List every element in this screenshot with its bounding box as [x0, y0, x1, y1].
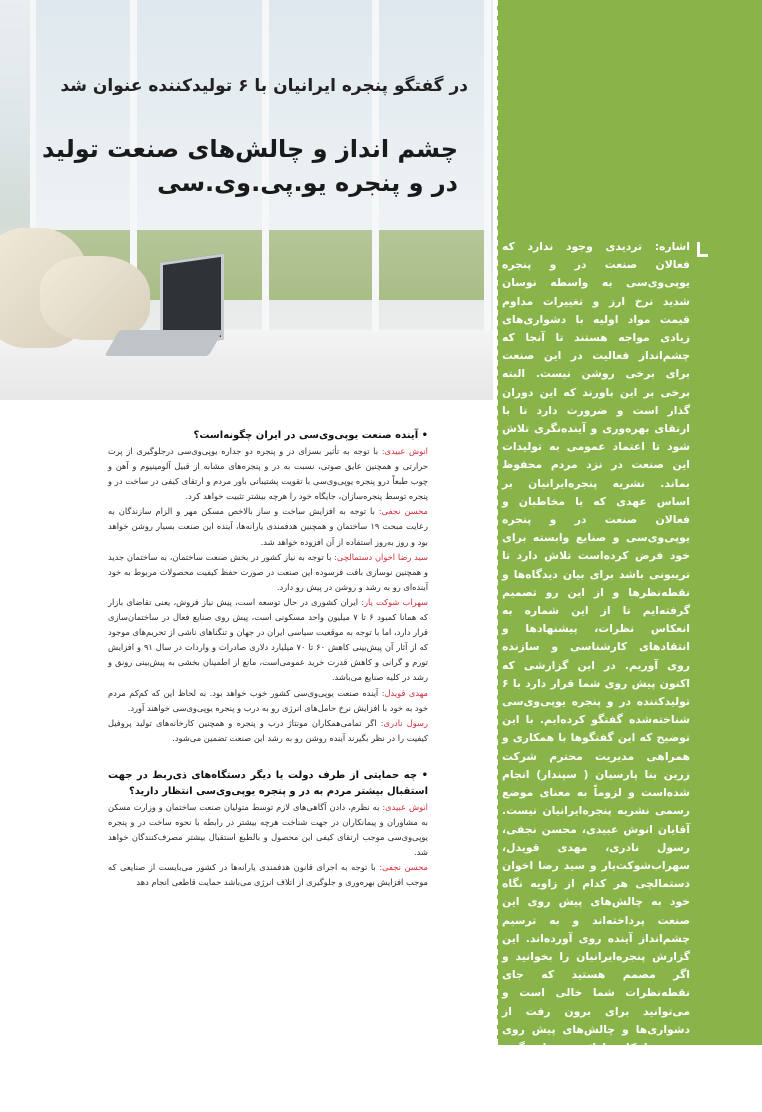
article-body	[108, 428, 428, 890]
headline-line-1: چشم انداز و چالش‌های صنعت تولید	[42, 135, 458, 163]
answer-text: به نظرم، دادن آگاهی‌های لازم توسط متولیان صنعت ساختمان و وزارت مسکن به مشاوران و پیمانکاران در جهت شناخت هرچه بیشتر در رابطه با نحوه ساخت در و پنجره یوپی‌وی‌سی موجب ارتقای کیفی این محصول و بالطبع استقبال بیشتر مصرف‌کنندگان خواهد شد.	[108, 801, 428, 858]
intro-marker-icon	[697, 242, 708, 257]
answer-text: اگر تمامی‌همکاران مونتاژ درب و پنجره و همچنین کارخانه‌های تولید پروفیل کیفیت را در نظر بگیرند آینده روشن رو به رشد این صنعت تضمین می‌شود.	[108, 717, 428, 743]
answer-paragraph	[108, 504, 428, 549]
answer-paragraph	[108, 716, 428, 746]
speaker-name: سید رضا اخوان دستمالچی:	[334, 551, 428, 562]
laptop-base-image	[104, 330, 223, 356]
answer-text: با توجه به نیاز کشور در بخش صنعت ساختمان، به ساختمان جدید و همچنین نوسازی بافت فرسوده این صنعت در صورت حفظ کیفیت محصولات مربوط به خود آینده‌ای رو به رشد و روشن در پیش رو دارد.	[108, 551, 428, 592]
headline	[40, 132, 458, 200]
speaker-name: انوش عبیدی:	[381, 446, 428, 456]
headline-line-2: در و پنجره یو.پی.وی.سی	[157, 169, 458, 197]
speaker-name: محسن نجفی:	[379, 862, 428, 873]
question-2: • چه حمایتی از طرف دولت یا دیگر دستگاه‌های ذی‌ربط در جهت استقبال بیشتر مردم به در و پنجره یوپی‌وی‌سی انتظار دارید؟	[108, 769, 428, 797]
answer-text: با توجه به افزایش ساخت و ساز بالاخص مسکن مهر و الزام سازندگان به رعایت مبحث ۱۹ ساختمان و همچنین هدفمندی یارانه‌ها، آینده این صنعت بسیار روشن خواهد بود و روز به‌روز استفاده از آن افزوده خواهد شد.	[108, 506, 428, 547]
hero-photo	[0, 0, 493, 400]
stitch-divider	[496, 0, 498, 1045]
pillow-image	[40, 256, 150, 340]
answer-paragraph	[108, 444, 428, 504]
answer-paragraph	[108, 686, 428, 716]
speaker-name: رسول نادری:	[380, 717, 428, 728]
answer-paragraph	[108, 860, 428, 890]
answer-text: با توجه به تأثیر بسزای در و پنجره دو جداره یوپی‌وی‌سی درجلوگیری از پرت حرارتی و همچنین عایق صوتی، نسبت به در و پنجره‌های مشابه از قبیل آلومینیوم و آهن و چوب طبعاً درو پنجره یوپی‌وی‌سی با تقویت پشتیبانی باور مردم و ارتقای کیفی در ساخت در و پنجره توسط پنجره‌سازان، جایگاه خود را هرچه بیشتر تثبیت خواهد کرد.	[108, 446, 428, 502]
speaker-name: محسن نجفی:	[378, 506, 428, 517]
intro-text: اشاره: تردیدی وجود ندارد که فعالان صنعت در و پنجره یوپی‌وی‌سی به واسطه نوسان شدید نرخ ارز و تغییرات مداوم قیمت مواد اولیه با دشواری‌های زیادی مواجه هستند تا آنجا که چشم‌انداز فعالیت در این صنعت برای برخی روشن نیست. البته برخی بر این باورند که این دوران گذار است و ضرورت دارد تا با ارتقای بهره‌وری و آینده‌نگری تلاش شود تا اعتماد عمومی به تولیدات این صنعت در نزد مردم محفوظ بماند. نشریه پنجره‌ایرانیان بر اساس عهدی که با مخاطبان و فعالان صنعت در و پنجره یوپی‌وی‌سی و صنایع وابسته برای خود فرض کرده‌است تلاش دارد تا تریبونی باشد برای بیان دیدگاه‌ها و نقطه‌نظرها و از این رو تصمیم گرفته‌ایم تا از این شماره به انعکاس نظرات، پیشنهادها و انتقادهای کارشناسی و سازنده روی آوریم. در این گزارشی که اکنون پیش روی شما قرار دارد با ۶ تولیدکننده در و پنجره یوپی‌وی‌سی شناخته‌شده گفتگو کرده‌ایم. با این توضیح که این گفتگوها با همکاری و همراهی مدیریت محترم شرکت زرین بنا پارسیان ( سپندار) انجام شده‌است و لزوماً به معنای موضع رسمی نشریه پنجره‌ایرانیان نیست. آقایان انوش عبیدی، محسن نجفی، رسول نادری، مهدی قویدل، سهراب‌شوکت‌یار و سید رضا اخوان دستمالچی هر کدام از زاویه نگاه خود به چالش‌های پیش روی این صنعت پرداخته‌اند و به ترسیم چشم‌انداز آینده روی آورده‌اند. این گزارش پنجره‌ایرانیان را بخوانید و اگر مصمم هستید که جای نقطه‌نظرات شما خالی است و می‌توانید برای برون رفت از دشواری‌ها و چالش‌های پیش روی صنعت راهکاری ارائه دهید، این گوی و این میدان. تنها کافی است با تحریریه پنجره‌ایرانیان در تماس باشید.	[502, 240, 690, 1109]
kicker-title: در گفتگو پنجره ایرانیان با ۶ تولیدکننده عنوان شد	[60, 76, 468, 96]
answer-paragraph	[108, 550, 428, 595]
window-sill	[0, 330, 493, 400]
speaker-name: سهراب شوکت یار:	[361, 596, 429, 607]
answer-paragraph	[108, 595, 428, 686]
answer-text: ایران کشوری در حال توسعه است، پیش نیاز فروش، یعنی تقاضای بازار که همانا کمبود ۶ تا ۷ میلیون واحد مسکونی است، پیش روی صنایع فعال در ساختمان‌سازی قرار دارد، اما با توجه به موقعیت سیاسی ایران در جهان و تنگناهای ناشی از تحریم‌های موجود که از آثار آن پیش‌بینی کاهش ۶۰ تا ۷۰ میلیارد دلاری صادرات و واردات در سال ۹۱ و افزایش تورم و گرانی و کاهش قدرت خرید عمومی‌است، مانع از اطمینان بخشی به پیش‌بینی رونق و رشد در کلیه صنایع می‌باشد.	[108, 596, 428, 683]
answer-text: با توجه به اجرای قانون هدفمندی یارانه‌ها در کشور می‌بایست از صنایعی که موجب افزایش بهره‌وری و جلوگیری از اتلاف انرژی می‌باشد حمایت قاطعی انجام دهد	[108, 862, 428, 888]
question-1: • آینده صنعت یوپی‌وی‌سی در ایران چگونه‌است؟	[193, 430, 428, 441]
speaker-name: انوش عبیدی:	[382, 801, 428, 812]
speaker-name: مهدی قویدل:	[381, 687, 428, 698]
answer-text: آینده صنعت یوپی‌وی‌سی کشور خوب خواهد بود. به لحاظ این که کم‌کم مردم خود به خود با افزایش نرخ حامل‌های انرژی رو به درب و پنجره یوپی‌وی‌سی خواهند آورد.	[108, 687, 428, 713]
answer-paragraph	[108, 800, 428, 860]
